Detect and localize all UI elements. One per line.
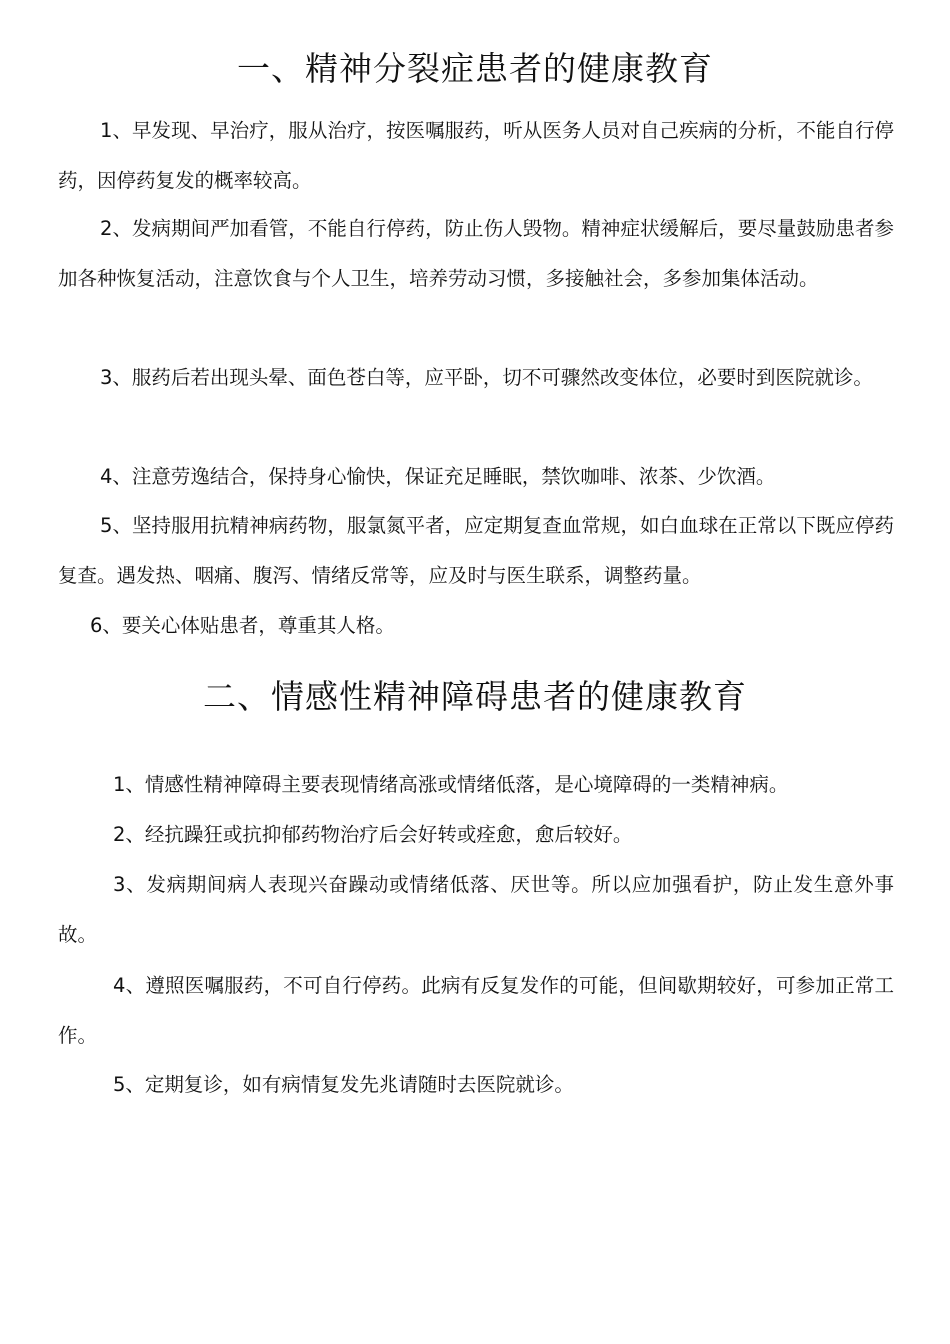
section-1-item-4: 4、注意劳逸结合，保持身心愉快，保证充足睡眠，禁饮咖啡、浓茶、少饮酒。 [100,465,776,488]
section-2-item-3: 3、发病期间病人表现兴奋躁动或情绪低落、厌世等。所以应加强看护，防止发生意外事故。 [58,873,894,946]
section-1-item-3: 3、服药后若出现头晕、面色苍白等，应平卧，切不可骤然改变体位，必要时到医院就诊。 [100,366,873,389]
section-1-item-1: 1、早发现、早治疗，服从治疗，按医嘱服药，听从医务人员对自己疾病的分析，不能自行停药，因停药复发的概率较高。 [58,119,894,192]
section-2-item-2: 2、经抗躁狂或抗抑郁药物治疗后会好转或痊愈，愈后较好。 [113,823,633,846]
section-1-title: 一、精神分裂症患者的健康教育 [237,49,713,88]
section-2-item-4: 4、遵照医嘱服药，不可自行停药。此病有反复发作的可能，但间歇期较好，可参加正常工作。 [58,974,894,1047]
section-1-item-2: 2、发病期间严加看管，不能自行停药，防止伤人毁物。精神症状缓解后，要尽量鼓励患者参加各种恢复活动，注意饮食与个人卫生，培养劳动习惯，多接触社会，多参加集体活动。 [58,217,894,290]
section-2-item-5: 5、定期复诊，如有病情复发先兆请随时去医院就诊。 [113,1073,574,1096]
section-1-item-5: 5、坚持服用抗精神病药物，服氯氮平者，应定期复查血常规，如白血球在正常以下既应停药复查。遇发热、咽痛、腹泻、情绪反常等，应及时与医生联系，调整药量。 [58,514,894,587]
section-1-item-6: 6、要关心体贴患者，尊重其人格。 [90,614,395,637]
section-2-title: 二、情感性精神障碍患者的健康教育 [203,677,747,716]
section-2-item-1: 1、情感性精神障碍主要表现情绪高涨或情绪低落，是心境障碍的一类精神病。 [113,773,789,796]
